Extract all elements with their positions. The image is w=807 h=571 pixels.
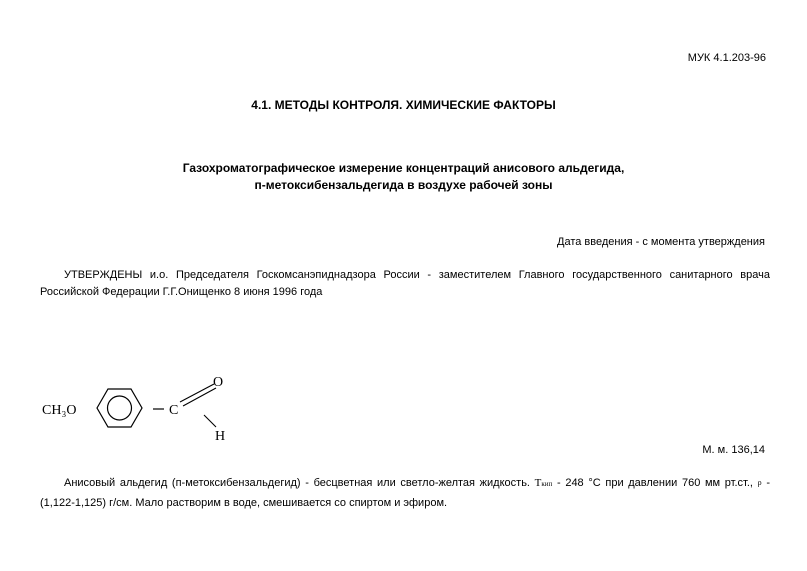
carbon-label: C: [169, 403, 179, 418]
temperature-subscript: кип: [541, 480, 553, 488]
document-code: МУК 4.1.203-96: [687, 52, 766, 64]
benzene-ring-circle: [108, 396, 132, 420]
approval-lead: УТВЕРЖДЕНЫ: [64, 269, 143, 281]
description-part-2: - 248 °С при давлении 760 мм рт.ст.,: [552, 477, 753, 489]
molecular-mass: М. м. 136,14: [702, 444, 765, 456]
structural-formula: [38, 368, 248, 448]
benzene-ring: [97, 389, 142, 427]
description-part-4: . Мало растворим в воде, смешивается со спиртом и эфиром.: [129, 497, 448, 509]
approval-paragraph: [40, 267, 770, 301]
boiling-temperature-symbol: [535, 477, 553, 489]
density-symbol: ρ: [757, 478, 762, 487]
carbonyl-bond-1: [180, 384, 214, 402]
temperature-symbol: T: [534, 477, 542, 489]
oxygen-label: O: [213, 375, 224, 390]
document-title: [0, 160, 807, 194]
carbonyl-bond-2: [183, 388, 216, 406]
section-title: 4.1. МЕТОДЫ КОНТРОЛЯ. ХИМИЧЕСКИЕ ФАКТОРЫ: [251, 98, 556, 112]
introduction-date: Дата введения - с момента утверждения: [557, 236, 765, 248]
document-title-line-2: п-метоксибензальдегида в воздухе рабочей зоны: [254, 178, 553, 192]
hydrogen-label: H: [215, 429, 226, 444]
description-paragraph: [40, 473, 770, 513]
hydrogen-bond: [204, 415, 216, 427]
approval-text: и.о. Председателя Госкомсанэпиднадзора России - заместителем Главного государственного санитарного врача Российской Федерации Г.Г.Онищенко 8 июня 1996 года: [40, 269, 770, 298]
document-title-line-1: Газохроматографическое измерение концентраций анисового альдегида,: [182, 161, 625, 175]
description-part-1: Анисовый альдегид (п-метоксибензальдегид) - бесцветная или светло-желтая жидкость.: [64, 477, 530, 489]
methoxy-group-label: CH₃O: [42, 403, 77, 418]
description-part-3: - (1,122-1,125) г/см: [40, 477, 770, 509]
